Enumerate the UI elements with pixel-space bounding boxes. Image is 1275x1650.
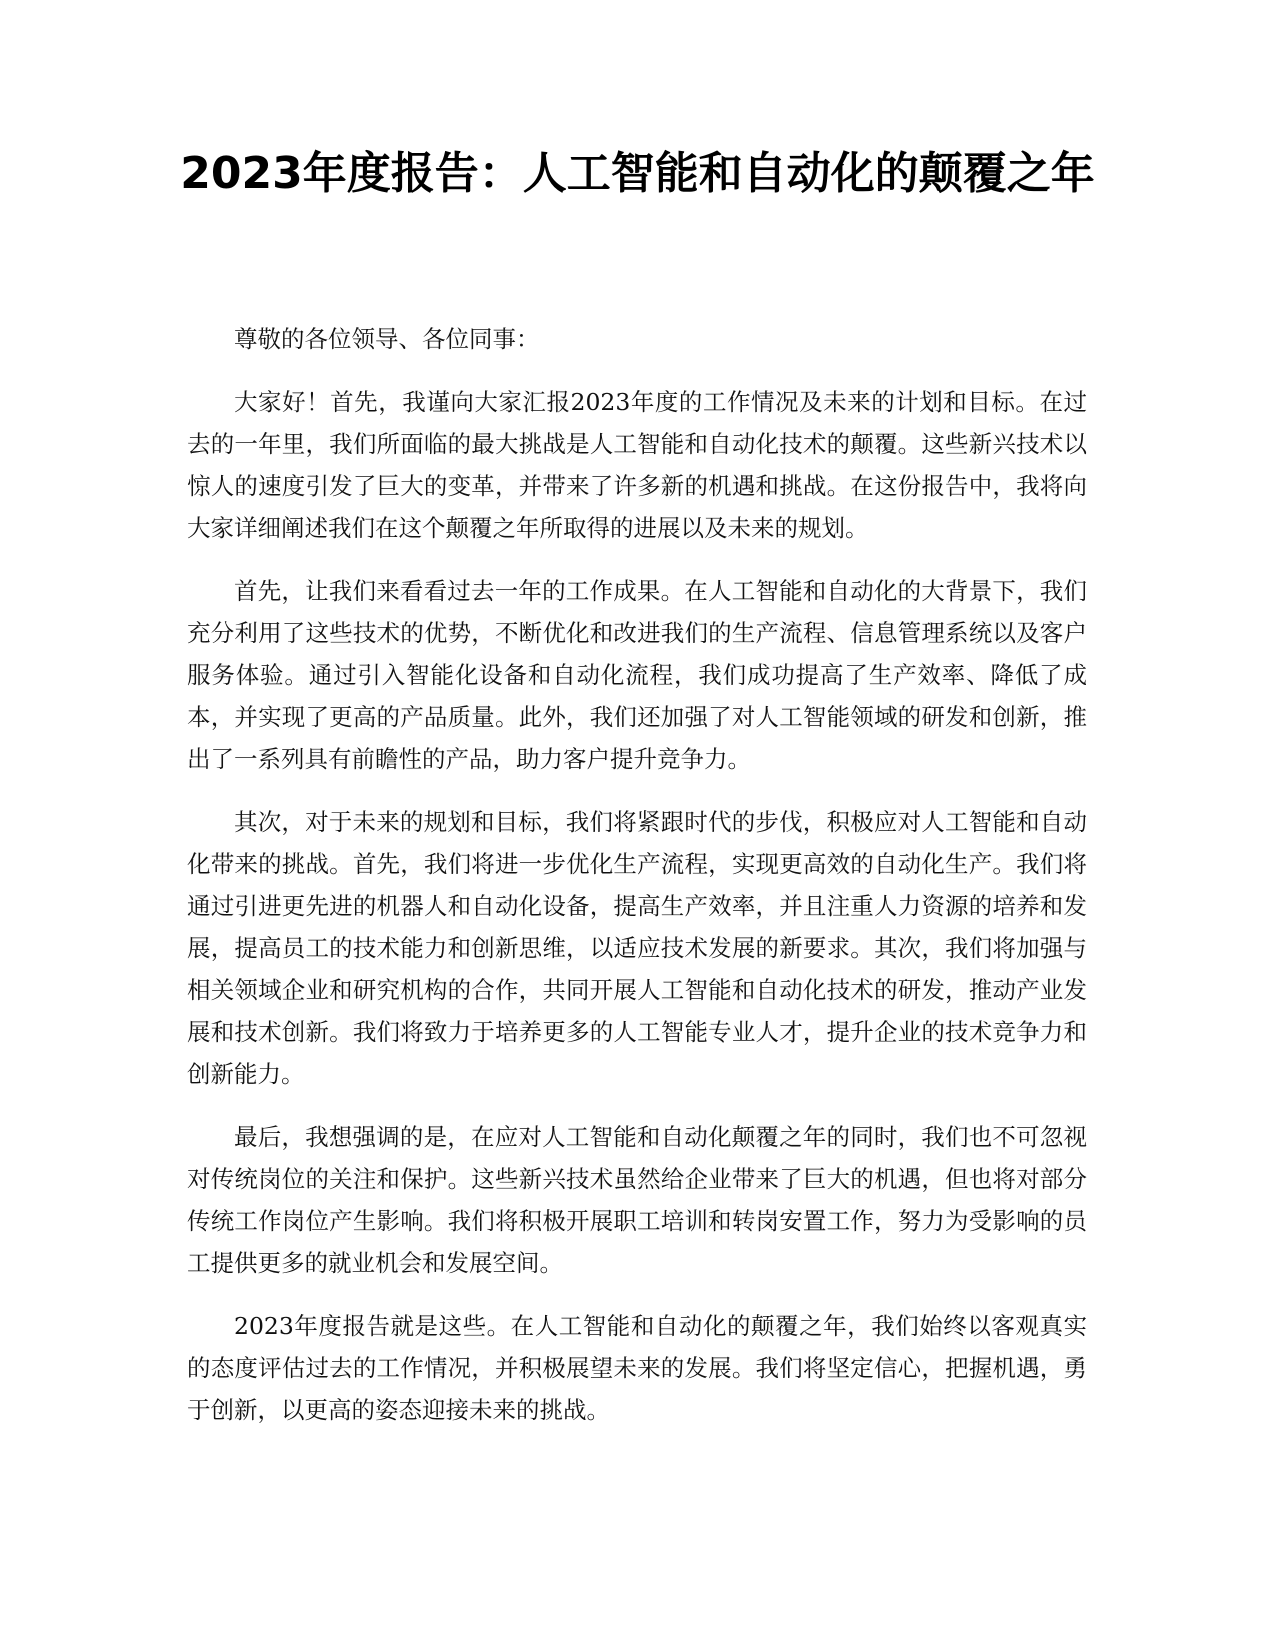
paragraph-intro: 大家好！首先，我谨向大家汇报2023年度的工作情况及未来的计划和目标。在过去的一年里，我们所面临的最大挑战是人工智能和自动化技术的颠覆。这些新兴技术以惊人的速度引发了巨大的变革，并带来了许多新的机遇和挑战。在这份报告中，我将向大家详细阐述我们在这个颠覆之年所取得的进展以及未来的规划。 <box>187 388 1087 542</box>
document-body <box>187 318 1087 1452</box>
paragraph-conclusion: 2023年度报告就是这些。在人工智能和自动化的颠覆之年，我们始终以客观真实的态度评估过去的工作情况，并积极展望未来的发展。我们将坚定信心，把握机遇，勇于创新，以更高的姿态迎接未来的挑战。 <box>187 1312 1087 1424</box>
document-title: 2023年度报告：人工智能和自动化的颠覆之年 <box>180 148 1095 199</box>
paragraph-plans: 其次，对于未来的规划和目标，我们将紧跟时代的步伐，积极应对人工智能和自动化带来的挑战。首先，我们将进一步优化生产流程，实现更高效的自动化生产。我们将通过引进更先进的机器人和自动化设备，提高生产效率，并且注重人力资源的培养和发展，提高员工的技术能力和创新思维，以适应技术发展的新要求。其次，我们将加强与相关领域企业和研究机构的合作，共同开展人工智能和自动化技术的研发，推动产业发展和技术创新。我们将致力于培养更多的人工智能专业人才，提升企业的技术竞争力和创新能力。 <box>187 808 1087 1088</box>
paragraph-achievements: 首先，让我们来看看过去一年的工作成果。在人工智能和自动化的大背景下，我们充分利用了这些技术的优势，不断优化和改进我们的生产流程、信息管理系统以及客户服务体验。通过引入智能化设备和自动化流程，我们成功提高了生产效率、降低了成本，并实现了更高的产品质量。此外，我们还加强了对人工智能领域的研发和创新，推出了一系列具有前瞻性的产品，助力客户提升竞争力。 <box>187 577 1087 773</box>
paragraph-traditional-jobs: 最后，我想强调的是，在应对人工智能和自动化颠覆之年的同时，我们也不可忽视对传统岗位的关注和保护。这些新兴技术虽然给企业带来了巨大的机遇，但也将对部分传统工作岗位产生影响。我们将积极开展职工培训和转岗安置工作，努力为受影响的员工提供更多的就业机会和发展空间。 <box>187 1123 1087 1277</box>
salutation: 尊敬的各位领导、各位同事： <box>234 325 540 353</box>
